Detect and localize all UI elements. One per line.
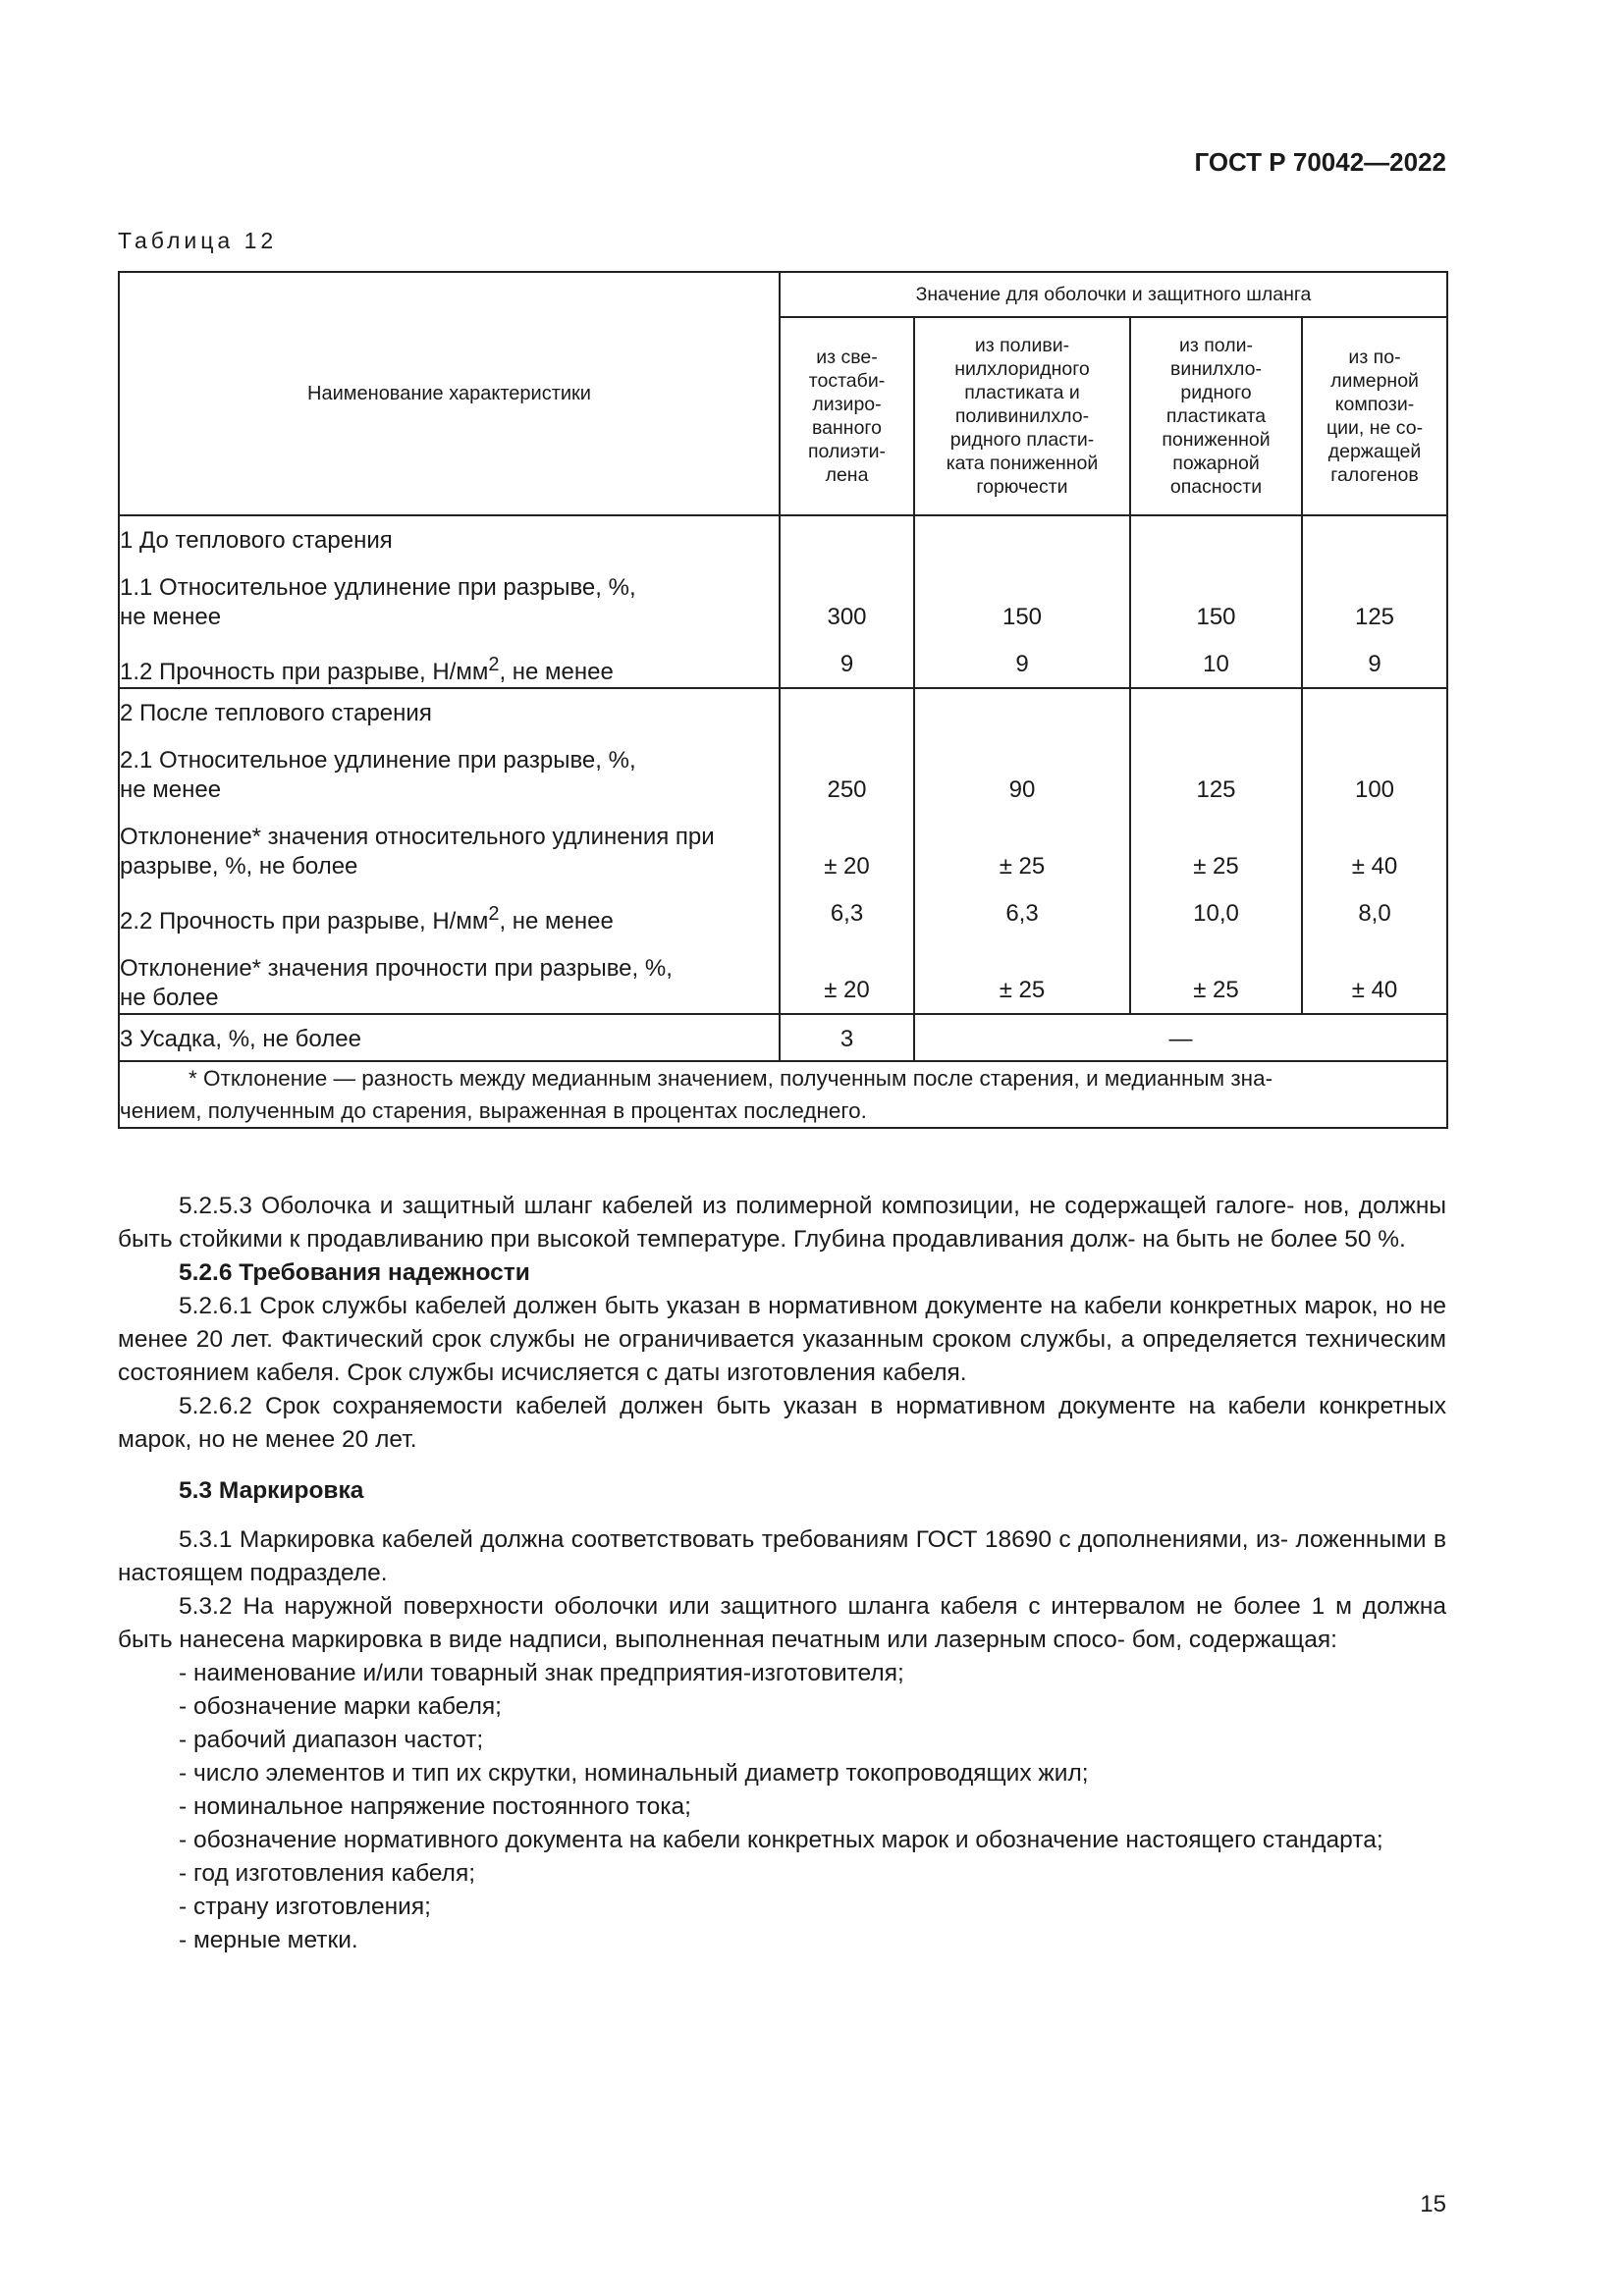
document-standard-number: ГОСТ Р 70042—2022 [1194,147,1446,177]
list-item: - номинальное напряжение постоянного тока; [179,1793,691,1820]
table-cell: ± 25 [1193,853,1239,880]
table-group-shrinkage [119,1014,1447,1061]
table-cell-dash: — [1168,1026,1193,1052]
table-footnote: * Отклонение — разность между медианным значением, полученным после старения, и медианным зна- чением, полученным до старения, выраженная в процентах последнего. [119,1061,1447,1128]
list-item: - обозначение марки кабеля; [179,1693,502,1720]
row-label-shrinkage: 3 Усадка, %, не более [120,1026,361,1052]
list-item: - наименование и/или товарный знак предприятия-изготовителя; [179,1660,904,1686]
column-header-characteristic: Наименование характеристики [119,272,780,515]
table-group-after-aging [119,688,1447,1014]
row-label-strength-deviation: Отклонение* значения прочности при разрыве, %, не более [120,955,673,1011]
row-label-strength: 1.2 Прочность при разрыве, $Н/мм^2$, не менее [120,654,614,685]
table-cell: ± 25 [1193,977,1239,1003]
body-text [118,1190,1446,1957]
column-header-halogen-free: из по- лимерной компози- ции, не со- держащей галогенов [1302,317,1447,515]
list-item: - страну изготовления; [179,1894,431,1920]
list-item: - год изготовления кабеля; [179,1860,476,1887]
page-number: 15 [1420,2191,1446,2217]
table-cell: ± 40 [1351,853,1398,880]
table-cell: 10 [1203,651,1229,677]
table-cell: 3 [839,1026,854,1052]
list-item: - обозначение нормативного документа на кабели конкретных марок и обозначение настоящего стандарта; [179,1827,1383,1853]
table-cell: ± 20 [824,853,870,880]
heading-5-3: 5.3 Маркировка [179,1477,364,1504]
heading-5-2-6: 5.2.6 Требования надежности [179,1259,530,1286]
group-title: 1 До теплового старения [120,527,393,554]
paragraph-5-2-6-1: 5.2.6.1 Срок службы кабелей должен быть указан в нормативном документе на кабели конкретных марок, но не менее 20 лет. Фактический срок службы не ограничивается указанным сроком службы, а определяется техническим состоянием кабеля. Срок службы исчисляется с даты изготовления кабеля. [118,1293,1447,1386]
table-cell: 100 [1354,776,1395,803]
table-cell: 8,0 [1358,900,1391,927]
table-cell: 9 [1015,651,1029,677]
list-item: - рабочий диапазон частот; [179,1727,484,1753]
table-cell: ± 25 [999,853,1046,880]
table-cell: ± 20 [824,977,870,1003]
paragraph-5-2-6-2: 5.2.6.2 Срок сохраняемости кабелей должен быть указан в нормативном документе на кабели конкретных марок, но не менее 20 лет. [118,1393,1447,1453]
list-item: - число элементов и тип их скрутки, номинальный диаметр токопроводящих жил; [179,1760,1089,1787]
table-cell: 125 [1196,776,1236,803]
table-caption: Таблица 12 [118,228,278,253]
row-label-elongation: 1.1 Относительное удлинение при разрыве, %, не менее [120,574,636,630]
paragraph-5-3-2: 5.3.2 На наружной поверхности оболочки или защитного шланга кабеля с интервалом не более 1 м должна быть нанесена маркировка в виде надписи, выполненная печатным или лазерным спосо- бом, содержащая: [118,1593,1447,1653]
row-label-elongation-deviation: Отклонение* значения относительного удлинения при разрыве, %, не более [120,824,715,880]
column-header-polyethylene: из све- тостаби- лизиро- ванного полиэти- лена [780,317,914,515]
table-cell: 10,0 [1193,900,1239,927]
row-label-strength: 2.2 Прочность при разрыве, $Н/мм^2$, не менее [120,903,614,934]
table-cell: ± 40 [1351,977,1398,1003]
column-group-header: Значение для оболочки и защитного шланга [780,272,1447,317]
table-cell: 300 [827,604,867,630]
column-header-pvc-low-flammability: из поливи- нилхлоридного пластиката и поливинилхло- ридного пласти- ката пониженной горючести [914,317,1130,515]
table-cell: 90 [1008,776,1036,803]
list-item: - мерные метки. [179,1927,358,1953]
paragraph-5-2-5-3: 5.2.5.3 Оболочка и защитный шланг кабелей из полимерной композиции, не содержащей галоге- нов, должны быть стойкими к продавливанию при высокой температуре. Глубина продавливания долж- на быть не более 50 %. [118,1193,1446,1253]
table-cell: ± 25 [999,977,1046,1003]
table-cell: 6,3 [830,900,864,927]
group-title: 2 После теплового старения [120,700,432,726]
table-cell: 150 [1196,604,1236,630]
row-label-elongation: 2.1 Относительное удлинение при разрыве, %, не менее [120,747,636,803]
table-12 [118,271,1448,1129]
table-cell: 9 [839,651,854,677]
table-cell: 6,3 [1005,900,1039,927]
table-group-before-aging [119,515,1447,688]
column-header-pvc-low-fire-hazard: из поли- винилхло- ридного пластиката пониженной пожарной опасности [1130,317,1302,515]
table-cell: 150 [1001,604,1043,630]
table-cell: 9 [1368,651,1381,677]
table-cell: 250 [827,776,867,803]
paragraph-5-3-1: 5.3.1 Маркировка кабелей должна соответствовать требованиям ГОСТ 18690 с дополнениями, из- ложенными в настоящем подразделе. [118,1526,1446,1586]
table-cell: 125 [1354,604,1395,630]
